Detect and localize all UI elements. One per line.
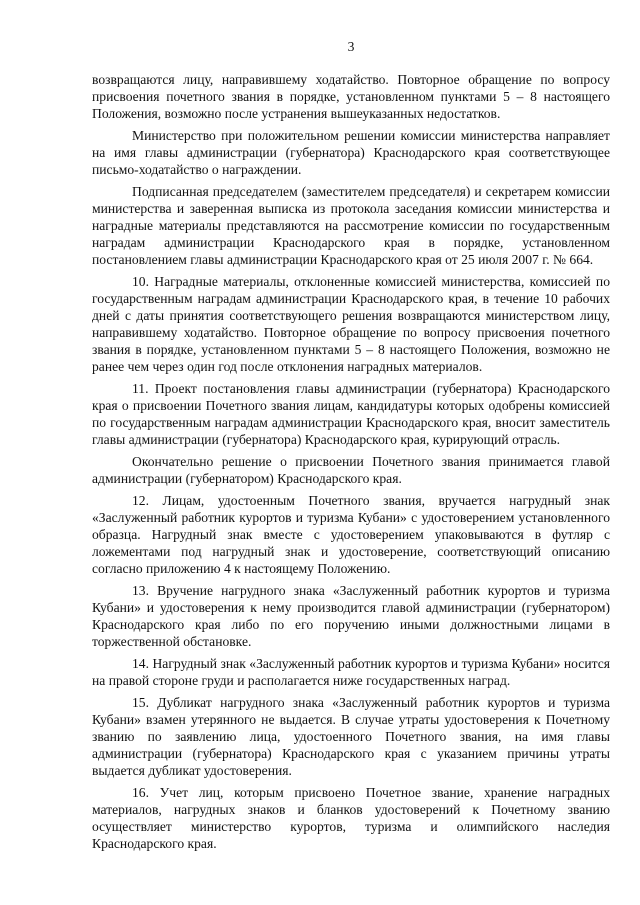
paragraph-item-10: 10. Наградные материалы, отклоненные комиссией министерства, комиссией по государственным наградам администрации Краснодарского края, в течение 10 рабочих дней с даты принятия соответствующего решения возвращаются министерством лицу, направившему ходатайство. Повторное обращение по вопросу присвоения почетного звания в порядке, установленном пунктами 5 – 8 настоящего Положения, возможно не ранее чем через один год после отклонения наградных материалов. bbox=[92, 274, 610, 374]
paragraph-final-decision: Окончательно решение о присвоении Почетного звания принимается главой администрации (губернатором) Краснодарского края. bbox=[92, 454, 610, 486]
paragraph-ministry-petition: Министерство при положительном решении комиссии министерства направляет на имя главы администрации (губернатора) Краснодарского края соответствующее письмо-ходатайство о награждении. bbox=[92, 128, 610, 177]
page-number: 3 bbox=[347, 39, 355, 54]
paragraph-protocol-extract: Подписанная председателем (заместителем председателя) и секретарем комиссии министерства и заверенная выписка из протокола заседания комиссии министерства и наградные материалы представляются на рассмотрение комиссии по государственным наградам администрации Краснодарского края в порядке, установленном постановлением главы администрации Краснодарского края от 25 июля 2007 г. № 664. bbox=[92, 184, 610, 267]
paragraph-item-11: 11. Проект постановления главы администрации (губернатора) Краснодарского края о присвоении Почетного звания лицам, кандидатуры которых одобрены комиссией по государственным наградам администрации Краснодарского края, вносит заместитель главы администрации (губернатора) Краснодарского края, курирующий отрасль. bbox=[92, 381, 610, 447]
paragraph-item-14: 14. Нагрудный знак «Заслуженный работник курортов и туризма Кубани» носится на правой стороне груди и располагается ниже государственных наград. bbox=[92, 656, 610, 688]
paragraph-item-12: 12. Лицам, удостоенным Почетного звания, вручается нагрудный знак «Заслуженный работник курортов и туризма Кубани» с удостоверением установленного образца. Нагрудный знак вместе с удостоверением упаковываются в футляр с ложементами под нагрудный знак и удостоверение, соответствующий описанию согласно приложению 4 к настоящему Положению. bbox=[92, 493, 610, 576]
paragraph-item-15: 15. Дубликат нагрудного знака «Заслуженный работник курортов и туризма Кубани» взамен утерянного не выдается. В случае утраты удостоверения к Почетному званию по заявлению лица, удостоенного Почетного звания, на имя главы администрации (губернатора) Краснодарского края с указанием причины утраты выдается дубликат удостоверения. bbox=[92, 695, 610, 778]
paragraph-continuation: возвращаются лицу, направившему ходатайство. Повторное обращение по вопросу присвоения почетного звания в порядке, установленном пунктами 5 – 8 настоящего Положения, возможно после устранения вышеуказанных недостатков. bbox=[92, 72, 610, 121]
paragraph-item-16: 16. Учет лиц, которым присвоено Почетное звание, хранение наградных материалов, нагрудных знаков и бланков удостоверений к Почетному званию осуществляет министерство курортов, туризма и олимпийского наследия Краснодарского края. bbox=[92, 785, 610, 851]
paragraph-item-13: 13. Вручение нагрудного знака «Заслуженный работник курортов и туризма Кубани» и удостоверения к нему производится главой администрации (губернатором) Краснодарского края либо по его поручению иными должностными лицами в торжественной обстановке. bbox=[92, 583, 610, 649]
document-page bbox=[92, 38, 610, 857]
